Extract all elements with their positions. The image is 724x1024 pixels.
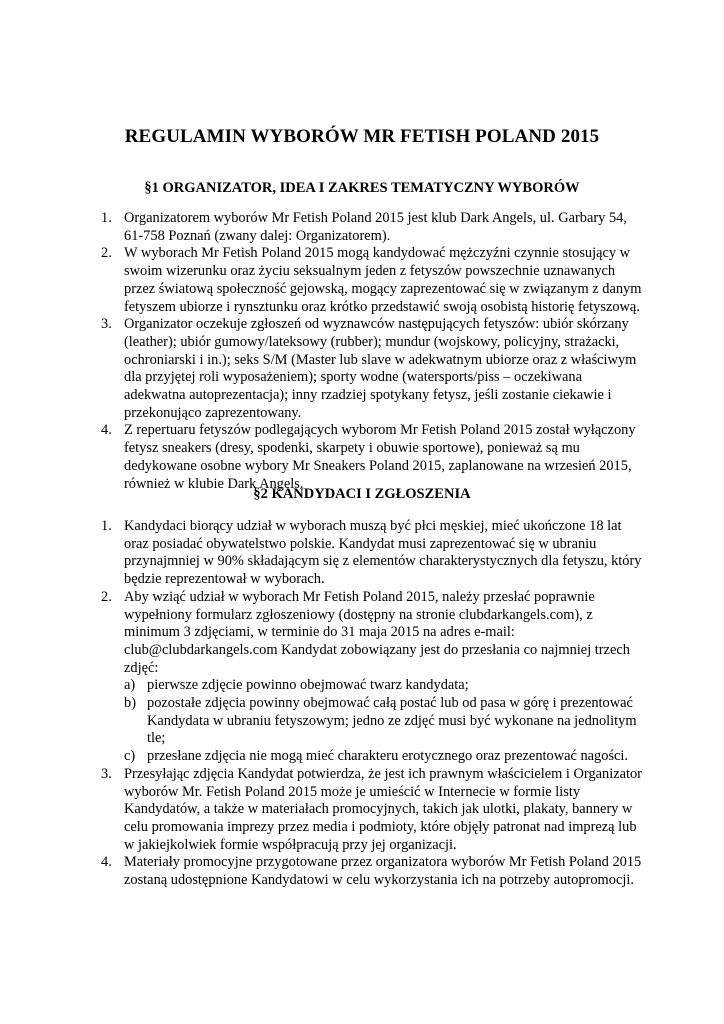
list-item-text: Organizatorem wyborów Mr Fetish Poland 2015 jest klub Dark Angels, ul. Garbary 54, 61-758 Poznań (zwany dalej: Organizatorem). (124, 210, 627, 244)
list-item-number: 2. (101, 245, 112, 262)
sub-item-label: b) (124, 695, 136, 712)
list-item-text: Kandydaci biorący udział w wyborach muszą być płci męskiej, mieć ukończone 18 lat oraz posiadać obywatelstwo polskie. Kandydat musi zaprezentować się w ubraniu przynajmniej w 90% składającym się z elementów charakterystycznych dla fetyszu, który będzie reprezentował w wyborach. (124, 518, 642, 588)
photo-requirements-list (124, 677, 644, 766)
list-item-text: Aby wziąć udział w wyborach Mr Fetish Poland 2015, należy przesłać poprawnie wypełniony formularz zgłoszeniowy (dostępny na stronie clubdarkangels.com), z minimum 3 zdjęciami, w terminie do 31 maja 2015 na adres e-mail: club@clubdarkangels.com Kandydat zobowiązany jest do przesłania co najmniej trzech zdjęć: (124, 588, 630, 676)
list-item (101, 210, 644, 245)
list-item-number: 4. (101, 854, 112, 871)
list-item (101, 765, 644, 855)
sub-item-label: c) (124, 748, 136, 765)
list-item (101, 518, 644, 589)
sub-list-item (124, 677, 644, 695)
document-title: REGULAMIN WYBORÓW MR FETISH POLAND 2015 (124, 126, 600, 147)
list-item-number: 1. (101, 518, 112, 534)
list-item-number: 3. (101, 765, 112, 782)
sub-item-label: a) (124, 677, 136, 694)
section-1-heading: §1 ORGANIZATOR, IDEA I ZAKRES TEMATYCZNY WYBORÓW (144, 180, 580, 196)
sub-list-item (124, 695, 644, 748)
list-item-text: Z repertuaru fetyszów podlegających wyborom Mr Fetish Poland 2015 został wyłączony fetysz sneakers (dresy, spodenki, skarpety i obuwie sportowe), ponieważ są mu dedykowane osobne wybory Mr Sneakers Poland 2015, zaplanowane na wrzesień 2015, również w klubie Dark Angels. (124, 422, 636, 492)
sub-item-text: pierwsze zdjęcie powinno obejmować twarz kandydata; (147, 677, 469, 694)
section-2-heading: §2 KANDYDACI I ZGŁOSZENIA (253, 486, 471, 502)
list-item-text: Organizator oczekuje zgłoszeń od wyznawców następujących fetyszów: ubiór skórzany (leather); ubiór gumowy/lateksowy (rubber); mundur (wojskowy, policyjny, strażacki, ochroniarski i in.); seks S/M (Master lub slave w adekwatnym ubiorze oraz z właściwym dla przyjętej roli wyposażeniem); sporty wodne (watersports/piss – oczekiwana adekwatna autoprezentacja); inny rzadziej spotykany fetysz, jeśli zostanie ciekawie i przekonująco zaprezentowany. (124, 316, 637, 421)
list-item (101, 245, 644, 316)
list-item-text: W wyborach Mr Fetish Poland 2015 mogą kandydować mężczyźni czynnie stosujący w swoim wizerunku oraz życiu seksualnym jeden z fetyszów powszechnie uznawanych przez światową społeczność gejowską, mogący zaprezentować się w związanym z danym fetyszem ubiorze i rynsztunku oraz krótko przedstawić swoją osobistą historię fetyszową. (124, 245, 642, 315)
list-item-number: 1. (101, 210, 112, 226)
list-item-text: Materiały promocyjne przygotowane przez organizatora wyborów Mr Fetish Poland 2015 zostaną udostępnione Kandydatowi w celu wykorzystania ich na potrzeby autopromocji. (124, 854, 642, 889)
list-item (101, 854, 644, 889)
list-item (101, 422, 644, 493)
section-2-list (101, 518, 644, 890)
sub-list-item (124, 748, 644, 766)
sub-item-text: przesłane zdjęcia nie mogą mieć charakteru erotycznego oraz prezentować nagości. (147, 748, 629, 765)
section-1-list (101, 210, 644, 493)
list-item-text: Przesyłając zdjęcia Kandydat potwierdza, że jest ich prawnym właścicielem i Organizator wyborów Mr. Fetish Poland 2015 może je umieścić w Internecie w formie listy Kandydatów, a także w materiałach promocyjnych, takich jak ulotki, plakaty, bannery w celu promowania imprezy przez media i podmioty, które objęły patronat nad imprezą lub w jakiejkolwiek formie współpracują przy jej organizacji. (124, 765, 642, 853)
list-item (101, 316, 644, 422)
list-item (101, 588, 644, 766)
list-item-number: 4. (101, 422, 112, 439)
list-item-number: 2. (101, 588, 112, 605)
list-item-number: 3. (101, 316, 112, 333)
sub-item-text: pozostałe zdjęcia powinny obejmować całą postać lub od pasa w górę i prezentować Kandydata w ubraniu fetyszowym; jedno ze zdjęć musi być wykonane na jednolitym tle; (147, 695, 637, 747)
